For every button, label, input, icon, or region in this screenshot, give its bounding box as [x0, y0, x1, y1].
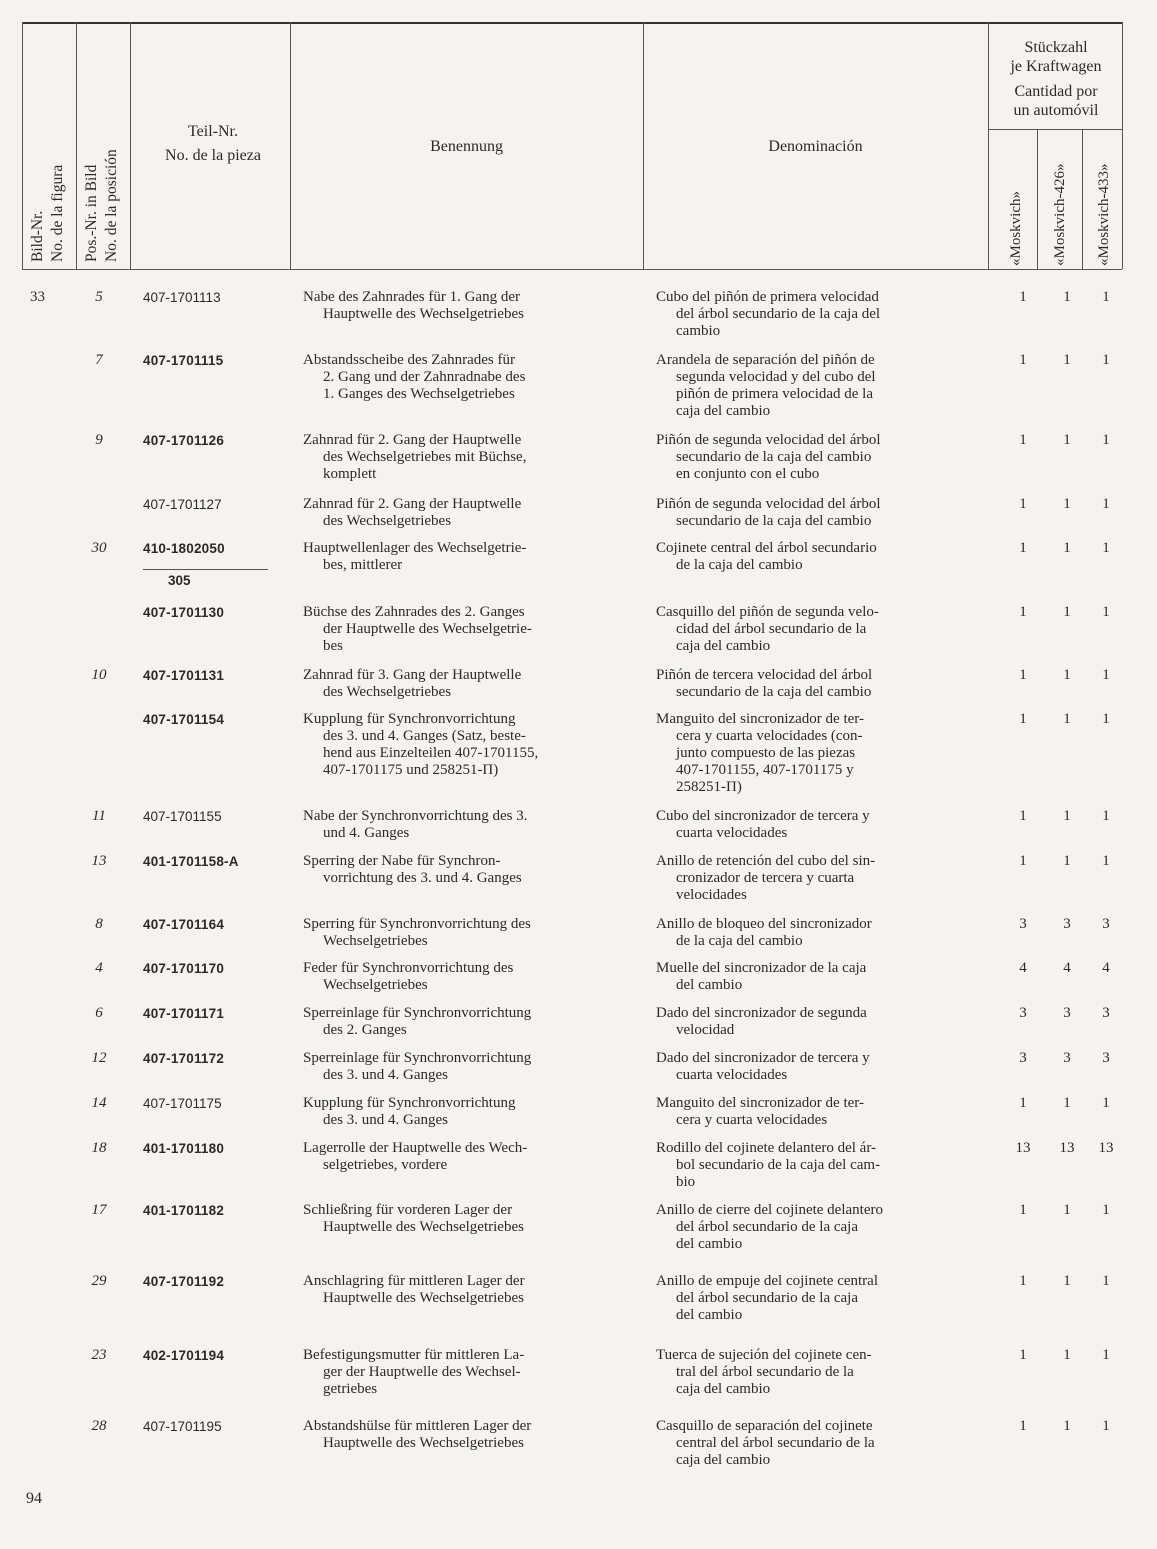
benennung-line: Nabe der Synchronvorrichtung des 3. — [303, 808, 528, 824]
header-bottom-rule — [22, 269, 1122, 270]
denominacion-line: velocidades — [676, 887, 747, 903]
denominacion-line: junto compuesto de las piezas — [676, 745, 856, 761]
part-number: 407-1701171 — [143, 1006, 225, 1021]
header-pos-nr: Pos.-Nr. in Bild No. de la posición — [83, 149, 120, 262]
benennung-text — [303, 711, 628, 779]
qty-moskvich: 1 — [1019, 1273, 1027, 1289]
denominacion-line: caja del cambio — [676, 638, 771, 654]
qty-moskvich: 1 — [1019, 289, 1027, 305]
qty-moskvich-433: 3 — [1102, 916, 1110, 932]
denominacion-line: Casquillo del piñón de segunda velo- — [656, 604, 879, 620]
denominacion-line: secundario de la caja del cambio — [676, 513, 872, 529]
benennung-line: 2. Gang und der Zahnradnabe des — [323, 369, 526, 385]
part-number: 407-1701175 — [143, 1096, 222, 1111]
benennung-line: Hauptwelle des Wechselgetriebes — [323, 1290, 524, 1306]
benennung-line: Wechselgetriebes — [323, 977, 428, 993]
denominacion-line: secundario de la caja del cambio — [676, 449, 872, 465]
denominacion-line: cronizador de tercera y cuarta — [676, 870, 855, 886]
benennung-line: Sperreinlage für Synchronvorrichtung — [303, 1005, 532, 1021]
denominacion-line: Manguito del sincronizador de ter- — [656, 711, 864, 727]
benennung-line: des 2. Ganges — [323, 1022, 407, 1038]
header-model-moskvich-433: «Moskvich-433» — [1096, 163, 1112, 266]
benennung-text — [303, 808, 628, 842]
part-number: 407-1701195 — [143, 1419, 222, 1434]
denominacion-line: Dado del sincronizador de segunda — [656, 1005, 867, 1021]
qty-moskvich-433: 13 — [1098, 1140, 1114, 1156]
denominacion-line: cuarta velocidades — [676, 1067, 788, 1083]
denominacion-line: del cambio — [676, 1236, 743, 1252]
qty-moskvich-426: 1 — [1063, 604, 1071, 620]
position-number: 18 — [91, 1140, 107, 1156]
denominacion-line: del cambio — [676, 977, 743, 993]
benennung-line: Kupplung für Synchronvorrichtung — [303, 1095, 516, 1111]
benennung-text — [303, 667, 628, 701]
denominacion-line: secundario de la caja del cambio — [676, 684, 872, 700]
benennung-text — [303, 1095, 628, 1129]
qty-moskvich: 1 — [1019, 496, 1027, 512]
benennung-line: komplett — [323, 466, 377, 482]
benennung-line: selgetriebes, vordere — [323, 1157, 448, 1173]
qty-moskvich-426: 1 — [1063, 808, 1071, 824]
benennung-text — [303, 1140, 628, 1174]
part-number: 407-1701154 — [143, 712, 225, 727]
qty-moskvich-426: 1 — [1063, 853, 1071, 869]
benennung-line: Sperring für Synchronvorrichtung des — [303, 916, 531, 932]
denominacion-text — [656, 1418, 968, 1469]
denominacion-line: Anillo de empuje del cojinete central — [656, 1273, 878, 1289]
denominacion-line: de la caja del cambio — [676, 557, 803, 573]
part-number: 410-1802050 — [143, 541, 225, 556]
benennung-line: Hauptwelle des Wechselgetriebes — [323, 306, 524, 322]
benennung-line: des 3. und 4. Ganges — [323, 1067, 448, 1083]
benennung-text — [303, 540, 628, 574]
position-number: 7 — [95, 352, 103, 368]
benennung-line: Hauptwelle des Wechselgetriebes — [323, 1219, 524, 1235]
denominacion-line: Anillo de retención del cubo del sin- — [656, 853, 876, 869]
benennung-text — [303, 289, 628, 323]
qty-moskvich: 3 — [1019, 916, 1027, 932]
qty-moskvich-426: 4 — [1063, 960, 1071, 976]
benennung-text — [303, 352, 628, 403]
header-bild-nr: Bild-Nr. No. de la figura — [29, 164, 66, 262]
benennung-line: bes — [323, 638, 343, 654]
part-number: 407-1701126 — [143, 433, 225, 448]
part-number: 407-1701115 — [143, 353, 224, 368]
qty-moskvich-426: 1 — [1063, 432, 1071, 448]
denominacion-line: piñón de primera velocidad de la — [676, 386, 874, 402]
benennung-line: hend aus Einzelteilen 407-1701155, — [323, 745, 539, 761]
denominacion-line: Piñón de segunda velocidad del árbol — [656, 432, 881, 448]
position-number: 4 — [95, 960, 103, 976]
position-number: 5 — [95, 289, 103, 305]
denominacion-line: Casquillo de separación del cojinete — [656, 1418, 873, 1434]
qty-moskvich-433: 1 — [1102, 1273, 1110, 1289]
denominacion-line: Muelle del sincronizador de la caja — [656, 960, 867, 976]
benennung-line: Sperring der Nabe für Synchron- — [303, 853, 501, 869]
benennung-line: Büchse des Zahnrades des 2. Ganges — [303, 604, 525, 620]
header-benennung: Benennung — [430, 138, 503, 155]
denominacion-line: Manguito del sincronizador de ter- — [656, 1095, 864, 1111]
benennung-line: des 3. und 4. Ganges — [323, 1112, 448, 1128]
denominacion-line: Anillo de cierre del cojinete delantero — [656, 1202, 883, 1218]
position-number: 12 — [91, 1050, 107, 1066]
qty-moskvich-426: 1 — [1063, 1418, 1071, 1434]
denominacion-line: Piñón de tercera velocidad del árbol — [656, 667, 873, 683]
benennung-line: Schließring für vorderen Lager der — [303, 1202, 513, 1218]
figure-number: 33 — [30, 289, 45, 305]
denominacion-line: Cubo del sincronizador de tercera y — [656, 808, 870, 824]
denominacion-text — [656, 808, 968, 842]
qty-moskvich-433: 3 — [1102, 1005, 1110, 1021]
benennung-text — [303, 1347, 628, 1398]
qty-moskvich-433: 4 — [1102, 960, 1110, 976]
denominacion-text — [656, 352, 968, 420]
part-number: 402-1701194 — [143, 1348, 225, 1363]
qty-moskvich-426: 1 — [1063, 496, 1071, 512]
position-number: 29 — [91, 1273, 107, 1289]
position-number: 30 — [91, 540, 107, 556]
part-number: 407-1701131 — [143, 668, 225, 683]
part-number: 401-1701158-A — [143, 854, 239, 869]
sub-rule — [143, 569, 268, 570]
part-number: 401-1701180 — [143, 1141, 225, 1156]
benennung-line: vorrichtung des 3. und 4. Ganges — [323, 870, 522, 886]
denominacion-text — [656, 604, 968, 655]
denominacion-line: del árbol secundario de la caja — [676, 1290, 858, 1306]
denominacion-line: 407-1701155, 407-1701175 y — [676, 762, 854, 778]
benennung-line: der Hauptwelle des Wechselgetrie- — [323, 621, 532, 637]
benennung-line: des Wechselgetriebes mit Büchse, — [323, 449, 527, 465]
denominacion-text — [656, 432, 968, 483]
header-model-moskvich: «Moskvich» — [1008, 191, 1024, 266]
denominacion-line: Anillo de bloqueo del sincronizador — [656, 916, 872, 932]
position-number: 9 — [95, 432, 103, 448]
part-number: 407-1701170 — [143, 961, 225, 976]
benennung-line: des Wechselgetriebes — [323, 513, 452, 529]
benennung-text — [303, 1005, 628, 1039]
denominacion-line: caja del cambio — [676, 403, 771, 419]
header-teil-nr: Teil-Nr. No. de la pieza — [165, 123, 261, 164]
benennung-text — [303, 1418, 628, 1452]
qty-moskvich-433: 1 — [1102, 853, 1110, 869]
denominacion-line: Piñón de segunda velocidad del árbol — [656, 496, 881, 512]
denominacion-line: del árbol secundario de la caja del — [676, 306, 881, 322]
col-rule — [1037, 129, 1038, 269]
benennung-line: Sperreinlage für Synchronvorrichtung — [303, 1050, 532, 1066]
benennung-text — [303, 432, 628, 483]
qty-moskvich: 3 — [1019, 1005, 1027, 1021]
part-number: 407-1701164 — [143, 917, 225, 932]
qty-moskvich: 1 — [1019, 352, 1027, 368]
denominacion-text — [656, 853, 968, 904]
qty-moskvich-433: 1 — [1102, 432, 1110, 448]
benennung-line: Zahnrad für 3. Gang der Hauptwelle — [303, 667, 522, 683]
denominacion-line: 258251-П) — [676, 779, 742, 795]
denominacion-text — [656, 1140, 968, 1191]
qty-moskvich: 1 — [1019, 1095, 1027, 1111]
denominacion-line: cera y cuarta velocidades — [676, 1112, 828, 1128]
benennung-text — [303, 1050, 628, 1084]
qty-moskvich-426: 3 — [1063, 916, 1071, 932]
qty-moskvich-433: 1 — [1102, 604, 1110, 620]
qty-moskvich: 1 — [1019, 604, 1027, 620]
sub-code: 305 — [168, 573, 191, 588]
part-number: 407-1701172 — [143, 1051, 225, 1066]
denominacion-text — [656, 667, 968, 701]
denominacion-line: en conjunto con el cubo — [676, 466, 820, 482]
col-rule — [22, 22, 23, 269]
qty-moskvich-433: 1 — [1102, 1418, 1110, 1434]
denominacion-line: cuarta velocidades — [676, 825, 788, 841]
denominacion-text — [656, 1202, 968, 1253]
part-number: 407-1701127 — [143, 497, 222, 512]
benennung-line: Zahnrad für 2. Gang der Hauptwelle — [303, 432, 522, 448]
benennung-line: Feder für Synchronvorrichtung des — [303, 960, 514, 976]
qty-moskvich-433: 1 — [1102, 667, 1110, 683]
denominacion-line: del árbol secundario de la caja — [676, 1219, 858, 1235]
qty-moskvich: 13 — [1015, 1140, 1031, 1156]
denominacion-text — [656, 540, 968, 574]
benennung-text — [303, 496, 628, 530]
qty-moskvich-426: 1 — [1063, 352, 1071, 368]
denominacion-line: del cambio — [676, 1307, 743, 1323]
benennung-line: Befestigungsmutter für mittleren La- — [303, 1347, 525, 1363]
denominacion-line: cera y cuarta velocidades (con- — [676, 728, 863, 744]
qty-moskvich-433: 1 — [1102, 711, 1110, 727]
benennung-line: getriebes — [323, 1381, 378, 1397]
qty-moskvich-433: 1 — [1102, 808, 1110, 824]
benennung-line: des 3. und 4. Ganges (Satz, beste- — [323, 728, 526, 744]
col-rule — [76, 22, 77, 269]
denominacion-text — [656, 1347, 968, 1398]
qty-moskvich: 1 — [1019, 853, 1027, 869]
benennung-text — [303, 960, 628, 994]
col-rule — [988, 22, 989, 269]
qty-moskvich: 1 — [1019, 667, 1027, 683]
qty-moskvich: 3 — [1019, 1050, 1027, 1066]
benennung-line: ger der Hauptwelle des Wechsel- — [323, 1364, 521, 1380]
qty-moskvich: 1 — [1019, 808, 1027, 824]
benennung-text — [303, 1273, 628, 1307]
denominacion-text — [656, 1273, 968, 1324]
qty-moskvich-433: 1 — [1102, 289, 1110, 305]
position-number: 10 — [91, 667, 107, 683]
col-rule — [1122, 22, 1123, 269]
denominacion-line: cidad del árbol secundario de la — [676, 621, 867, 637]
benennung-line: Abstandshülse für mittleren Lager der — [303, 1418, 532, 1434]
benennung-text — [303, 1202, 628, 1236]
qty-moskvich: 1 — [1019, 540, 1027, 556]
benennung-line: 1. Ganges des Wechselgetriebes — [323, 386, 515, 402]
benennung-text — [303, 916, 628, 950]
qty-moskvich-433: 1 — [1102, 1202, 1110, 1218]
benennung-line: Hauptwelle des Wechselgetriebes — [323, 1435, 524, 1451]
qty-moskvich: 1 — [1019, 1202, 1027, 1218]
part-number: 407-1701192 — [143, 1274, 225, 1289]
qty-moskvich-426: 1 — [1063, 1273, 1071, 1289]
benennung-line: Nabe des Zahnrades für 1. Gang der — [303, 289, 520, 305]
denominacion-line: velocidad — [676, 1022, 735, 1038]
benennung-line: Abstandsscheibe des Zahnrades für — [303, 352, 516, 368]
denominacion-line: segunda velocidad y del cubo del — [676, 369, 876, 385]
benennung-text — [303, 604, 628, 655]
qty-moskvich-426: 13 — [1059, 1140, 1075, 1156]
denominacion-line: bol secundario de la caja del cam- — [676, 1157, 881, 1173]
denominacion-line: caja del cambio — [676, 1381, 771, 1397]
part-number: 401-1701182 — [143, 1203, 225, 1218]
position-number: 17 — [91, 1202, 107, 1218]
part-number: 407-1701155 — [143, 809, 222, 824]
qty-moskvich-426: 1 — [1063, 540, 1071, 556]
denominacion-text — [656, 960, 968, 994]
position-number: 6 — [95, 1005, 103, 1021]
position-number: 28 — [91, 1418, 107, 1434]
denominacion-line: Cojinete central del árbol secundario — [656, 540, 877, 556]
part-number: 407-1701113 — [143, 290, 221, 305]
benennung-line: Lagerrolle der Hauptwelle des Wech- — [303, 1140, 528, 1156]
denominacion-line: bio — [676, 1174, 696, 1190]
qty-moskvich-433: 1 — [1102, 540, 1110, 556]
benennung-line: Kupplung für Synchronvorrichtung — [303, 711, 516, 727]
qty-moskvich-426: 1 — [1063, 1202, 1071, 1218]
denominacion-text — [656, 1005, 968, 1039]
qty-moskvich: 1 — [1019, 1347, 1027, 1363]
position-number: 11 — [92, 808, 106, 824]
qty-rule — [988, 129, 1122, 130]
header-model-moskvich-426: «Moskvich-426» — [1052, 163, 1068, 266]
top-rule — [22, 22, 1122, 24]
denominacion-line: central del árbol secundario de la — [676, 1435, 875, 1451]
qty-moskvich-426: 1 — [1063, 289, 1071, 305]
denominacion-line: caja del cambio — [676, 1452, 771, 1468]
benennung-line: des Wechselgetriebes — [323, 684, 452, 700]
denominacion-line: Tuerca de sujeción del cojinete cen- — [656, 1347, 872, 1363]
benennung-line: Zahnrad für 2. Gang der Hauptwelle — [303, 496, 522, 512]
qty-moskvich-433: 1 — [1102, 496, 1110, 512]
benennung-line: und 4. Ganges — [323, 825, 410, 841]
benennung-line: 407-1701175 und 258251-П) — [323, 762, 499, 778]
part-number: 407-1701130 — [143, 605, 225, 620]
denominacion-line: tral del árbol secundario de la — [676, 1364, 854, 1380]
qty-moskvich-426: 1 — [1063, 667, 1071, 683]
qty-moskvich: 1 — [1019, 711, 1027, 727]
position-number: 14 — [91, 1095, 107, 1111]
qty-moskvich: 1 — [1019, 1418, 1027, 1434]
qty-moskvich-426: 1 — [1063, 1347, 1071, 1363]
denominacion-line: de la caja del cambio — [676, 933, 803, 949]
qty-moskvich: 1 — [1019, 432, 1027, 448]
qty-moskvich-426: 1 — [1063, 1095, 1071, 1111]
col-rule — [1082, 129, 1083, 269]
benennung-line: Hauptwellenlager des Wechselgetrie- — [303, 540, 527, 556]
denominacion-text — [656, 1095, 968, 1129]
denominacion-text — [656, 916, 968, 950]
qty-moskvich-426: 3 — [1063, 1005, 1071, 1021]
qty-moskvich-433: 3 — [1102, 1050, 1110, 1066]
qty-moskvich-433: 1 — [1102, 352, 1110, 368]
denominacion-text — [656, 711, 968, 796]
denominacion-text — [656, 289, 968, 340]
position-number: 13 — [91, 853, 107, 869]
denominacion-line: Dado del sincronizador de tercera y — [656, 1050, 870, 1066]
position-number: 8 — [95, 916, 103, 932]
qty-moskvich-426: 3 — [1063, 1050, 1071, 1066]
position-number: 23 — [91, 1347, 107, 1363]
header-denominacion: Denominación — [768, 138, 863, 155]
col-rule — [130, 22, 131, 269]
qty-moskvich: 4 — [1019, 960, 1027, 976]
denominacion-line: Arandela de separación del piñón de — [656, 352, 875, 368]
qty-moskvich-433: 1 — [1102, 1095, 1110, 1111]
denominacion-line: cambio — [676, 323, 721, 339]
header-qty: Stückzahl je Kraftwagen Cantidad por un automóvil — [1010, 39, 1102, 119]
denominacion-line: Cubo del piñón de primera velocidad — [656, 289, 879, 305]
benennung-line: bes, mittlerer — [323, 557, 403, 573]
denominacion-line: Rodillo del cojinete delantero del ár- — [656, 1140, 877, 1156]
qty-moskvich-433: 1 — [1102, 1347, 1110, 1363]
qty-moskvich-426: 1 — [1063, 711, 1071, 727]
benennung-line: Wechselgetriebes — [323, 933, 428, 949]
benennung-line: Anschlagring für mittleren Lager der — [303, 1273, 525, 1289]
benennung-text — [303, 853, 628, 887]
denominacion-text — [656, 496, 968, 530]
denominacion-text — [656, 1050, 968, 1084]
page-number: 94 — [26, 1490, 42, 1507]
